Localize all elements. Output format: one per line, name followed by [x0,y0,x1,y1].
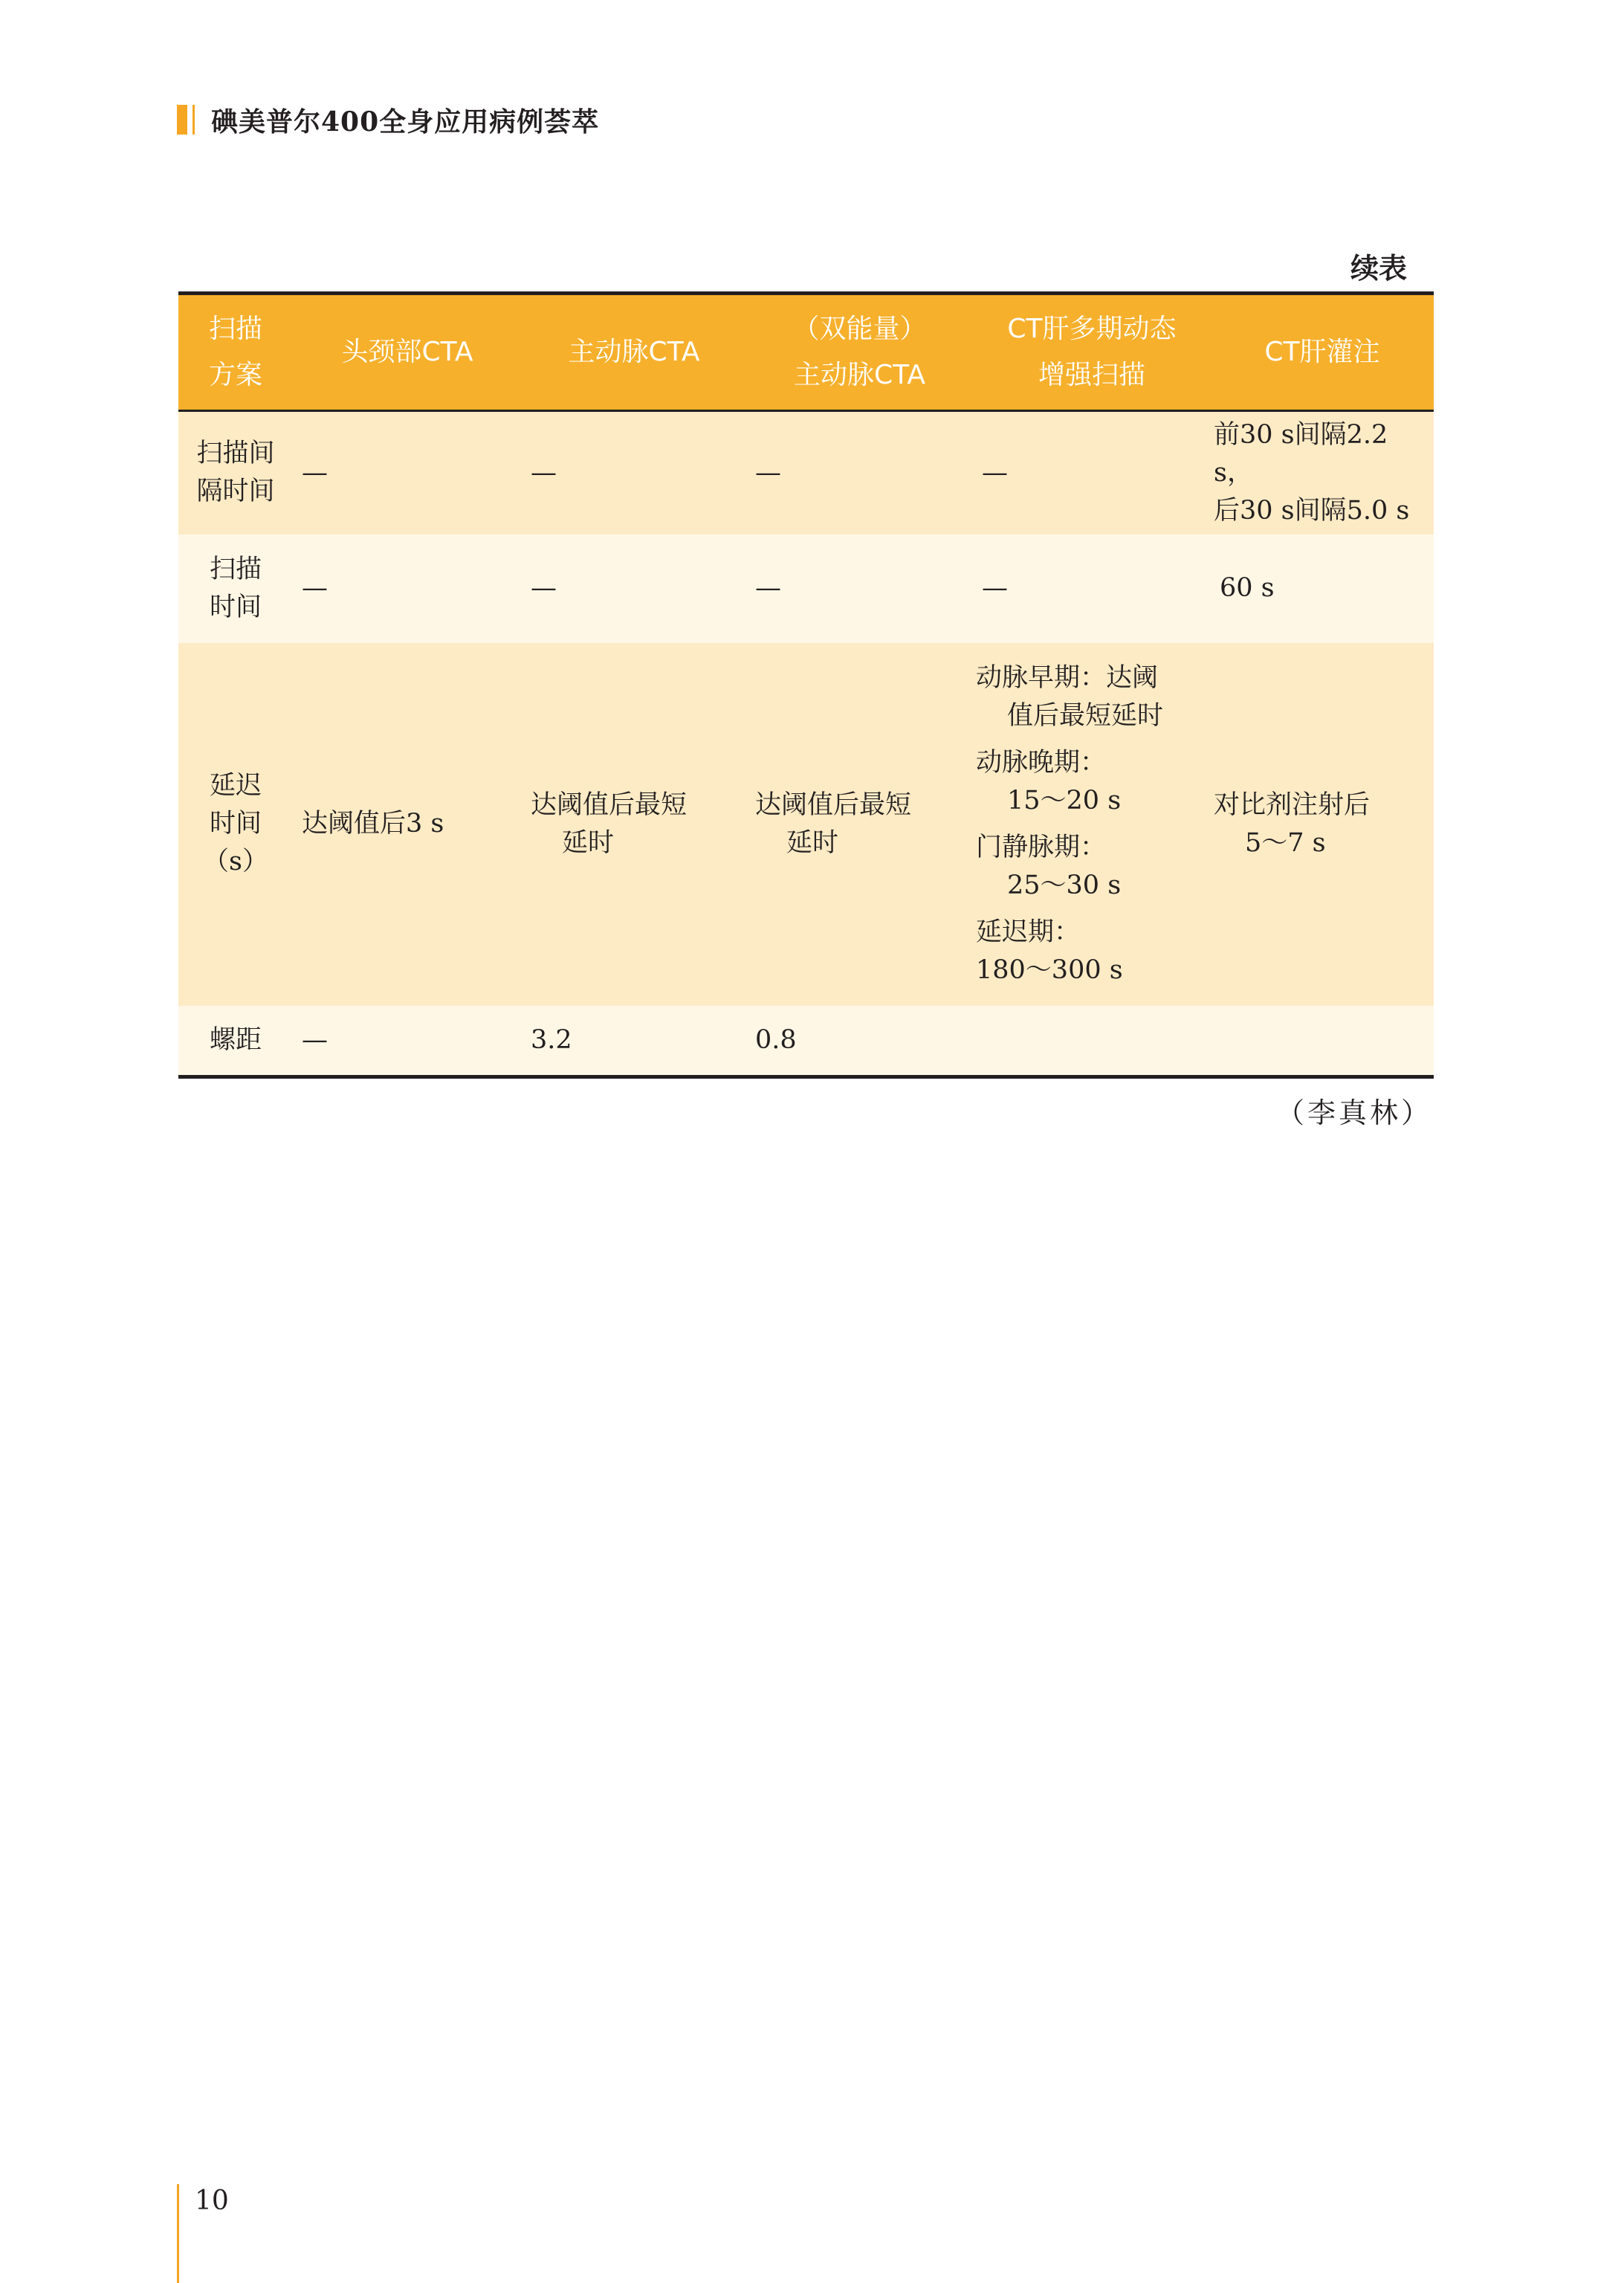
table-row [178,643,1434,1006]
table-cell: — [755,573,781,603]
running-head [177,103,599,137]
table-header-row [178,294,1434,411]
footer-rule [177,2184,179,2283]
header-liver-multiphase: CT肝多期动态 增强扫描 [973,294,1211,411]
table-cell [1211,1006,1434,1077]
table-cell: — [531,457,557,488]
header-head-neck-cta: 头颈部CTA [293,294,522,411]
table-cell: 60 s [1220,573,1275,603]
row-label: 螺距 [178,1006,293,1077]
continued-label: 续表 [1350,252,1407,285]
table-cell: — [982,573,1008,603]
table-cell: — [302,573,328,603]
table-cell: 达阈值后最短 延时 [531,789,688,858]
table-row [178,1006,1434,1077]
header-scan-plan: 扫描 方案 [178,294,293,411]
table-cell: 达阈值后3 s [302,809,444,839]
running-head-marker [177,105,187,135]
header-liver-perfusion: CT肝灌注 [1211,294,1434,411]
table-row [178,411,1434,535]
table-cell: 3.2 [522,1006,746,1077]
row-label: 扫描 时间 [209,554,262,622]
table-cell: — [982,457,1008,488]
table-row [178,535,1434,643]
header-aorta-cta: 主动脉CTA [522,294,746,411]
table-cell: — [755,457,781,488]
book-title: 碘美普尔400全身应用病例荟萃 [211,106,600,138]
author-signature: （李真林） [1275,1097,1432,1129]
row-label: 扫描间 隔时间 [196,439,275,507]
table-cell: 动脉早期：达阈 值后最短延时 动脉晚期： 15～20 s 门静脉期： 25～30 s 延迟期： 180～300 s [976,662,1164,985]
header-dual-energy-aorta-cta: （双能量） 主动脉CTA [746,294,973,411]
table-cell: 前30 s间隔2.2 s， 后30 s间隔5.0 s [1214,419,1410,526]
table-cell: — [302,457,328,488]
page-number: 10 [195,2186,229,2216]
table-cell: 对比剂注射后 5～7 s [1214,789,1371,858]
table-cell: 达阈值后最短 延时 [755,789,912,858]
scan-protocol-table [178,291,1434,1079]
row-label: 延迟 时间 （s） [203,771,268,876]
running-head-marker-thin [193,105,195,135]
table-cell: — [293,1006,522,1077]
table-cell [973,1006,1211,1077]
table-cell: 0.8 [746,1006,973,1077]
table-cell: — [531,573,557,603]
